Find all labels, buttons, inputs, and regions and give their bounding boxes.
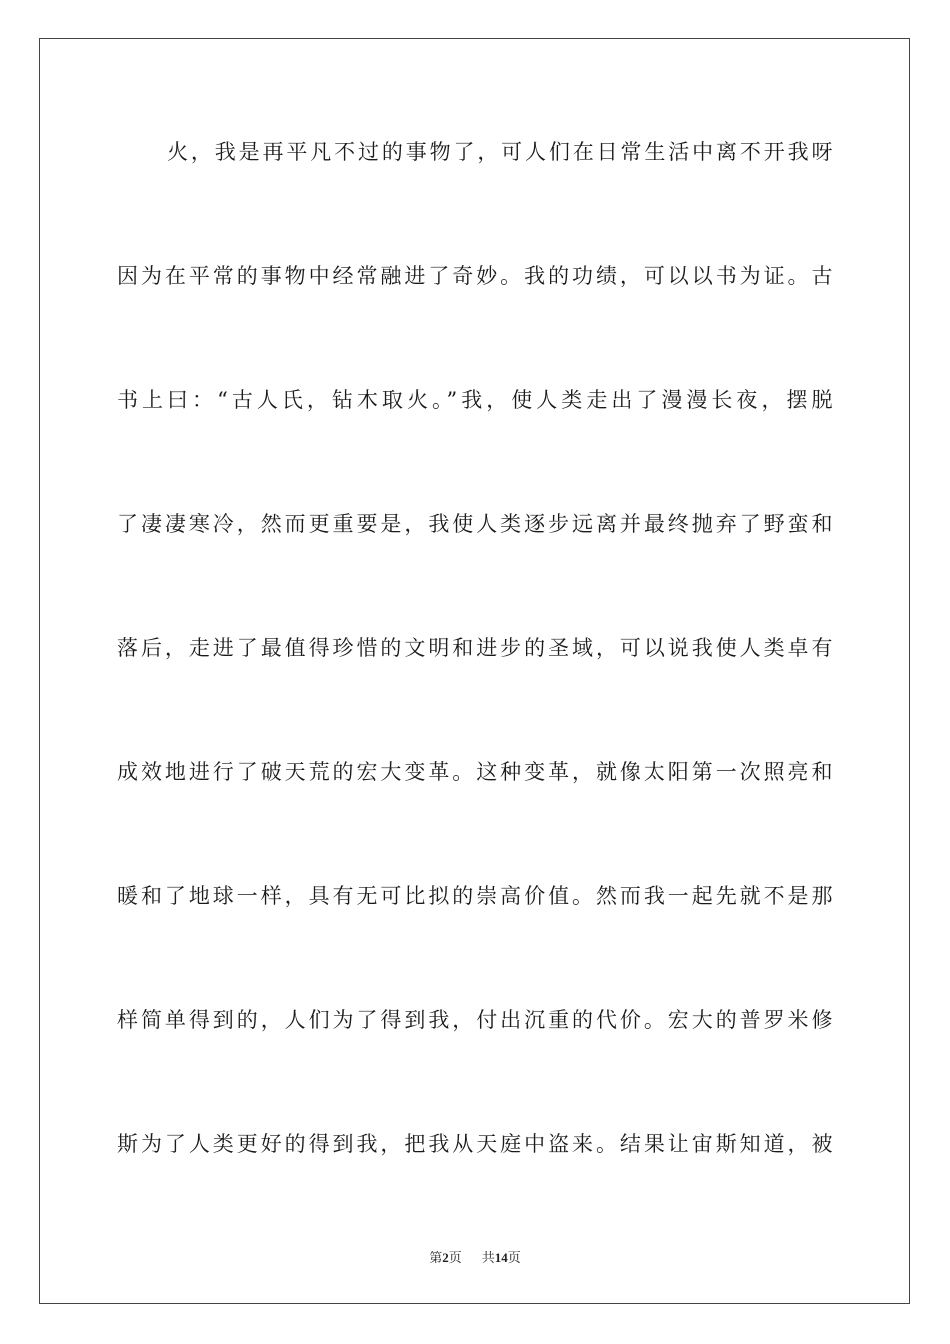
page-prefix: 第 [429,1250,443,1265]
document-body [117,128,833,1244]
text-line: 暖和了地球一样，具有无可比拟的崇高价值。然而我一起先就不是那 [117,884,833,908]
text-line: 斯为了人类更好的得到我，把我从天庭中盗来。结果让宙斯知道，被 [117,1132,833,1156]
page-suffix: 页 [448,1250,462,1265]
text-line: 样简单得到的，人们为了得到我，付出沉重的代价。宏大的普罗米修 [117,1008,833,1032]
text-line: 落后，走进了最值得珍惜的文明和进步的圣域，可以说我使人类卓有 [117,636,833,660]
text-line: 成效地进行了破天荒的宏大变革。这种变革，就像太阳第一次照亮和 [117,760,833,784]
total-pages: 14 [494,1250,508,1265]
text-line: 因为在平常的事物中经常融进了奇妙。我的功绩，可以以书为证。古 [117,264,833,288]
text-line: 了凄凄寒冷，然而更重要是，我使人类逐步远离并最终抛弃了野蛮和 [117,512,833,536]
total-suffix: 页 [507,1250,521,1265]
total-prefix: 共 [481,1250,495,1265]
text-line: 火，我是再平凡不过的事物了，可人们在日常生活中离不开我呀 [167,140,833,164]
page-number: 2 [442,1250,449,1265]
text-line: 书上曰：“古人氏，钻木取火。”我，使人类走出了漫漫长夜，摆脱 [117,388,833,412]
page-footer [0,1247,950,1266]
